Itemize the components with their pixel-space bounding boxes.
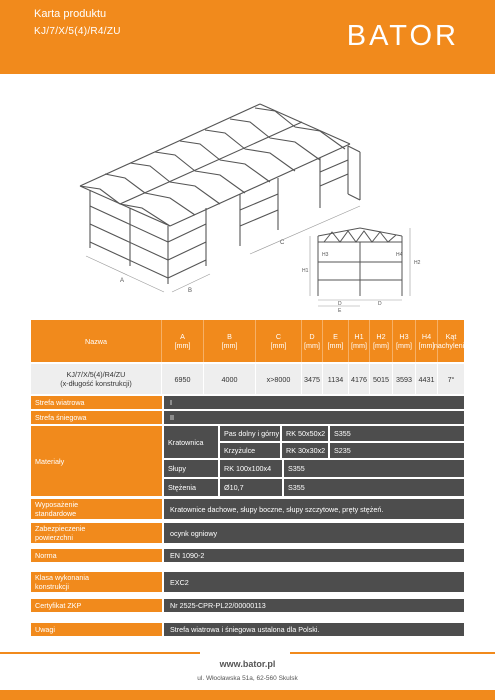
col-header-angle: Kąt nachylenia <box>433 332 469 350</box>
spec-row-wind-zone <box>31 396 464 409</box>
header-bar <box>0 0 495 74</box>
col-header-b: B [mm] <box>204 320 256 362</box>
row-h4: 4431 <box>416 364 438 394</box>
col-header-h4: H4 [mm] <box>416 320 438 362</box>
spec-value: Kratownice dachowe, słupy boczne, słupy szczytowe, pręty stężeń. <box>164 499 464 519</box>
chord-label: Pas dolny i górny <box>220 426 280 441</box>
diagonals-label: Krzyżulce <box>220 443 280 458</box>
dim-label-b: B <box>188 288 193 294</box>
company-address: ul. Włocławska 51a, 62-560 Skulsk <box>197 675 298 682</box>
product-card-title: Karta produktu <box>34 8 107 20</box>
dimension-lines <box>86 206 360 292</box>
row-h1: 4176 <box>349 364 370 394</box>
row-name: KJ/7/X/5(4)/R4/ZU (x-długość konstrukcji) <box>31 364 162 394</box>
spec-row-snow-zone <box>31 411 464 424</box>
structure-drawing <box>60 86 440 314</box>
spec-row-standard <box>31 549 464 562</box>
col-header-d: D [mm] <box>302 320 323 362</box>
spec-value: ocynk ogniowy <box>164 523 464 543</box>
row-h2: 5015 <box>370 364 393 394</box>
row-c: x>8000 <box>256 364 302 394</box>
col-header-h3: H3 [mm] <box>393 320 416 362</box>
row-e: 1134 <box>323 364 349 394</box>
footer-divider <box>0 652 495 654</box>
col-header-c: C [mm] <box>256 320 302 362</box>
spec-label: Strefa wiatrowa <box>31 396 162 409</box>
materials-grid <box>164 426 464 496</box>
spec-value: II <box>164 411 464 424</box>
columns-label: Słupy <box>164 460 218 477</box>
spec-label: Strefa śniegowa <box>31 411 162 424</box>
spec-label: Norma <box>31 549 162 562</box>
diagonals-profile: RK 30x30x2 <box>282 443 328 458</box>
bracing-steel: S355 <box>284 479 464 496</box>
spec-value: Strefa wiatrowa i śniegowa ustalona dla Polski. <box>164 623 464 636</box>
columns-profile: RK 100x100x4 <box>220 460 282 477</box>
elev-label-h1: H1 <box>302 268 309 274</box>
table-row <box>31 364 464 394</box>
elev-label-d1: D <box>338 301 342 307</box>
chord-profile: RK 50x50x2 <box>282 426 328 441</box>
spec-label: Materiały <box>31 426 162 496</box>
elev-label-e: E <box>338 308 342 314</box>
spec-row-execution-class <box>31 572 464 592</box>
spec-label: Uwagi <box>31 623 162 636</box>
spec-label: Zabezpieczenie powierzchni <box>31 523 162 543</box>
product-code: KJ/7/X/5(4)/R4/ZU <box>34 26 121 37</box>
diagonals-steel: S235 <box>330 443 464 458</box>
elev-label-h3: H3 <box>322 252 329 258</box>
spec-label: Klasa wykonania konstrukcji <box>31 572 162 592</box>
row-a: 6950 <box>162 364 204 394</box>
elev-label-h2: H2 <box>414 260 421 266</box>
bottom-bar <box>0 690 495 700</box>
table-header <box>31 320 469 362</box>
frame-elevation <box>318 228 402 296</box>
spec-row-protection <box>31 523 464 543</box>
dim-label-a: A <box>120 278 125 284</box>
elev-label-d2: D <box>378 301 382 307</box>
spec-value: I <box>164 396 464 409</box>
spec-label: Wyposażenie standardowe <box>31 499 162 519</box>
spec-value: EN 1090-2 <box>164 549 464 562</box>
columns-steel: S355 <box>284 460 464 477</box>
elev-label-h4: H4 <box>396 252 403 258</box>
spec-value: Nr 2525-CPR-PL22/00000113 <box>164 599 464 612</box>
row-b: 4000 <box>204 364 256 394</box>
row-d: 3475 <box>302 364 323 394</box>
spec-value: EXC2 <box>164 572 464 592</box>
row-angle: 7° <box>447 374 455 384</box>
website-link[interactable]: www.bator.pl <box>219 659 276 669</box>
spec-row-equipment <box>31 499 464 519</box>
dim-label-c: C <box>280 240 285 246</box>
col-header-h2: H2 [mm] <box>370 320 393 362</box>
spec-row-materials <box>31 426 464 496</box>
col-header-e: E [mm] <box>323 320 349 362</box>
bracing-profile: Ø10,7 <box>220 479 282 496</box>
truss-label: Kratownica <box>164 426 218 458</box>
spec-row-notes <box>31 623 464 636</box>
bracing-label: Stężenia <box>164 479 218 496</box>
col-header-h1: H1 [mm] <box>349 320 370 362</box>
spec-row-certificate <box>31 599 464 612</box>
row-h3: 3593 <box>393 364 416 394</box>
col-header-name: Nazwa <box>31 320 162 362</box>
spec-label: Certyfikat ZKP <box>31 599 162 612</box>
brand-logo: BATOR <box>346 20 459 52</box>
col-header-a: A [mm] <box>162 320 204 362</box>
chord-steel: S355 <box>330 426 464 441</box>
